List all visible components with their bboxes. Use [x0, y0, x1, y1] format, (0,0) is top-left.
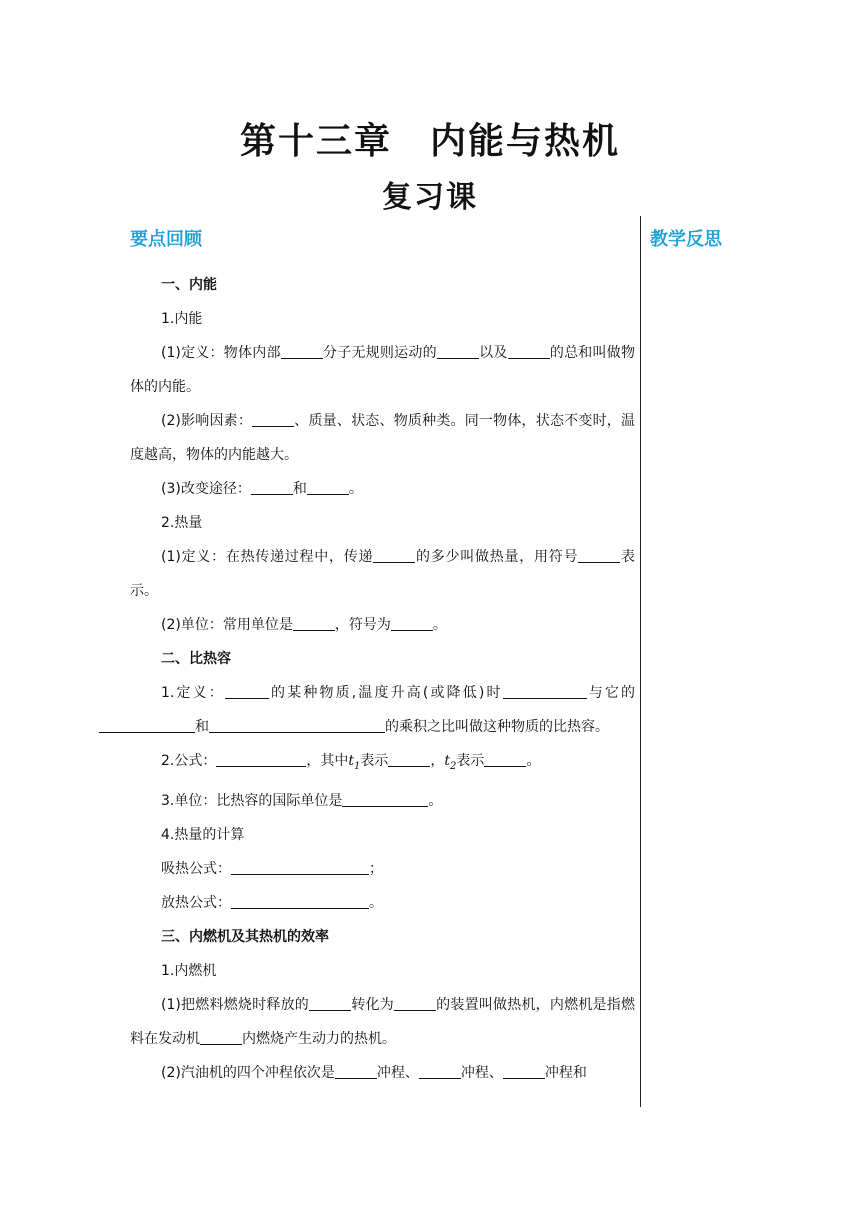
item-formula: 2.公式： ，其中$t_1$表示 ，$t_2$表示 。 [130, 744, 635, 784]
item-factors: (2)影响因素： 、质量、状态、物质种类。同一物体，状态不变时，温度越高，物体的内能越大。 [130, 404, 635, 472]
reflection-heading: 教学反思 [650, 229, 722, 250]
item-engine-definition: (1)把燃料燃烧时释放的 转化为 的装置叫做热机，内燃机是指燃料在发动机 内燃烧产生动力的热机。 [130, 988, 635, 1056]
item-heat-calc: 4.热量的计算 [161, 826, 245, 843]
section-heading-specific-heat: 二、比热容 [161, 651, 231, 667]
fill-blank[interactable] [231, 858, 369, 875]
item-engine: 1.内燃机 [161, 962, 217, 979]
item-specific-heat-definition: 1.定义： 的某种物质,温度升高(或降低)时 与它的和 的乘积之比叫做这种物质的比热容。 [130, 676, 635, 744]
fill-blank[interactable] [388, 750, 430, 767]
fill-blank[interactable] [484, 750, 526, 767]
symbol-t1: $t_1$ [348, 753, 361, 772]
item-strokes: (2)汽油机的四个冲程依次是 冲程、 冲程、 冲程和 [130, 1056, 635, 1090]
fill-blank[interactable] [281, 342, 323, 359]
fill-blank[interactable] [293, 614, 335, 631]
fill-blank[interactable] [437, 342, 479, 359]
fill-blank[interactable] [419, 1062, 461, 1079]
fill-blank[interactable] [225, 682, 269, 699]
fill-blank[interactable] [503, 682, 587, 699]
section-heading-internal-energy: 一、内能 [161, 277, 217, 293]
page-subtitle: 复习课 [382, 180, 478, 215]
review-section [130, 226, 635, 1090]
item-heat: 2.热量 [161, 515, 203, 531]
fill-blank[interactable] [99, 716, 195, 733]
item-definition: (1)定义：物体内部 分子无规则运动的 以及 的总和叫做物体的内能。 [130, 336, 635, 404]
column-divider [640, 216, 641, 1107]
fill-blank[interactable] [508, 342, 550, 359]
fill-blank[interactable] [342, 790, 428, 807]
item-unit: 3.单位：比热容的国际单位是 。 [130, 784, 635, 818]
section-heading-engine: 三、内燃机及其热机的效率 [161, 928, 329, 945]
fill-blank[interactable] [251, 478, 293, 495]
item-change-methods: (3)改变途径： 和 。 [130, 472, 635, 506]
fill-blank[interactable] [216, 750, 306, 767]
fill-blank[interactable] [394, 994, 436, 1011]
fill-blank[interactable] [209, 716, 385, 733]
item-heat-unit: (2)单位：常用单位是 ，符号为 。 [130, 608, 635, 642]
fill-blank[interactable] [578, 546, 620, 563]
fill-blank[interactable] [307, 478, 349, 495]
review-heading: 要点回顾 [130, 229, 202, 250]
item-internal-energy: 1.内能 [161, 311, 203, 327]
item-release-formula: 放热公式： 。 [130, 886, 635, 920]
fill-blank[interactable] [503, 1062, 545, 1079]
fill-blank[interactable] [335, 1062, 377, 1079]
fill-blank[interactable] [309, 994, 351, 1011]
fill-blank[interactable] [231, 892, 369, 909]
fill-blank[interactable] [391, 614, 433, 631]
item-heat-definition: (1)定义：在热传递过程中，传递 的多少叫做热量，用符号 表示。 [130, 540, 635, 608]
page-title: 第十三章 内能与热机 [239, 121, 620, 162]
item-absorb-formula: 吸热公式： ； [130, 852, 635, 886]
symbol-t2: $t_2$ [444, 753, 457, 772]
fill-blank[interactable] [373, 546, 415, 563]
fill-blank[interactable] [252, 410, 294, 427]
fill-blank[interactable] [200, 1028, 242, 1045]
